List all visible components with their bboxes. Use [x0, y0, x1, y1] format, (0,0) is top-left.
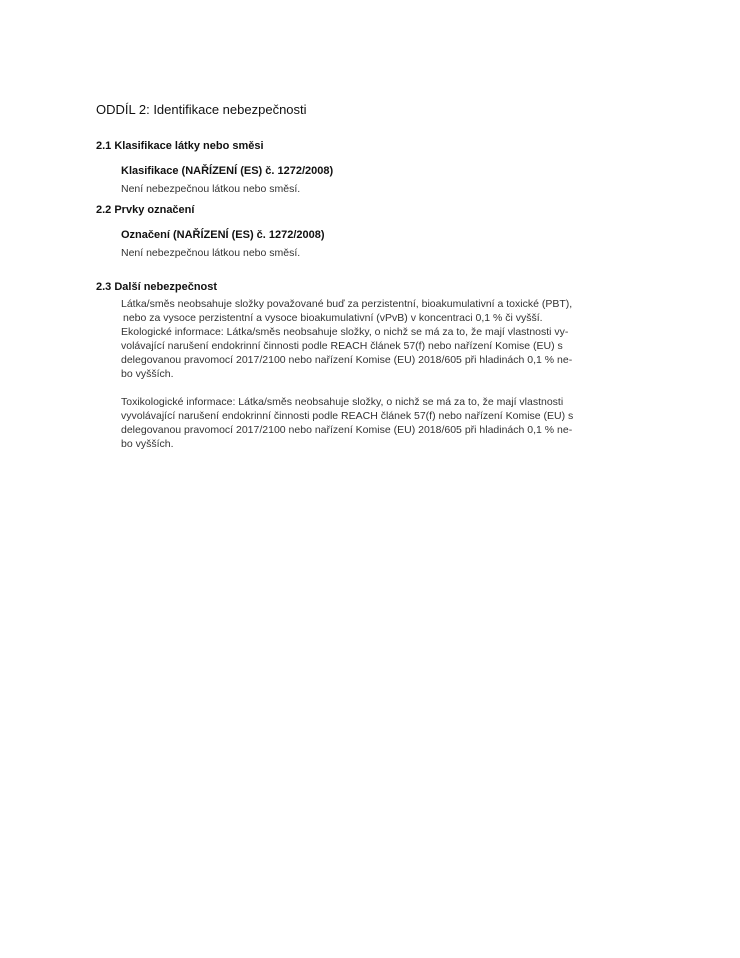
- text-line: nebo za vysoce perzistentní a vysoce bioakumulativní (vPvB) v koncentraci 0,1 % či vyšší.: [123, 312, 543, 324]
- labelling-label: Označení (NAŘÍZENÍ (ES) č. 1272/2008): [121, 229, 325, 241]
- text-line: volávající narušení endokrinní činnosti podle REACH článek 57(f) nebo nařízení Komise (EU) s: [121, 340, 563, 352]
- text-line: Ekologické informace: Látka/směs neobsahuje složky, o nichž se má za to, že mají vlastnosti vy-: [121, 326, 569, 338]
- text-line: Látka/směs neobsahuje složky považované buď za perzistentní, bioakumulativní a toxické (PBT),: [121, 298, 573, 310]
- subsection-2-2-heading: 2.2 Prvky označení: [96, 204, 195, 216]
- text-line: bo vyšších.: [121, 368, 174, 380]
- text-line: Toxikologické informace: Látka/směs neobsahuje složky, o nichž se má za to, že mají vlastnosti: [121, 396, 564, 408]
- text-line: vyvolávající narušení endokrinní činnosti podle REACH článek 57(f) nebo nařízení Komise (EU) s: [121, 410, 574, 422]
- text-line: bo vyšších.: [121, 438, 174, 450]
- text-line: delegovanou pravomocí 2017/2100 nebo nařízení Komise (EU) 2018/605 při hladinách 0,1 % ne-: [121, 354, 573, 366]
- subsection-2-3-heading: 2.3 Další nebezpečnost: [96, 281, 218, 293]
- text-line: delegovanou pravomocí 2017/2100 nebo nařízení Komise (EU) 2018/605 při hladinách 0,1 % ne-: [121, 424, 573, 436]
- classification-label: Klasifikace (NAŘÍZENÍ (ES) č. 1272/2008): [121, 165, 334, 177]
- classification-text: Není nebezpečnou látkou nebo směsí.: [121, 183, 301, 195]
- section-title: ODDÍL 2: Identifikace nebezpečnosti: [96, 102, 307, 117]
- labelling-text: Není nebezpečnou látkou nebo směsí.: [121, 247, 301, 259]
- subsection-2-1-heading: 2.1 Klasifikace látky nebo směsi: [96, 140, 264, 152]
